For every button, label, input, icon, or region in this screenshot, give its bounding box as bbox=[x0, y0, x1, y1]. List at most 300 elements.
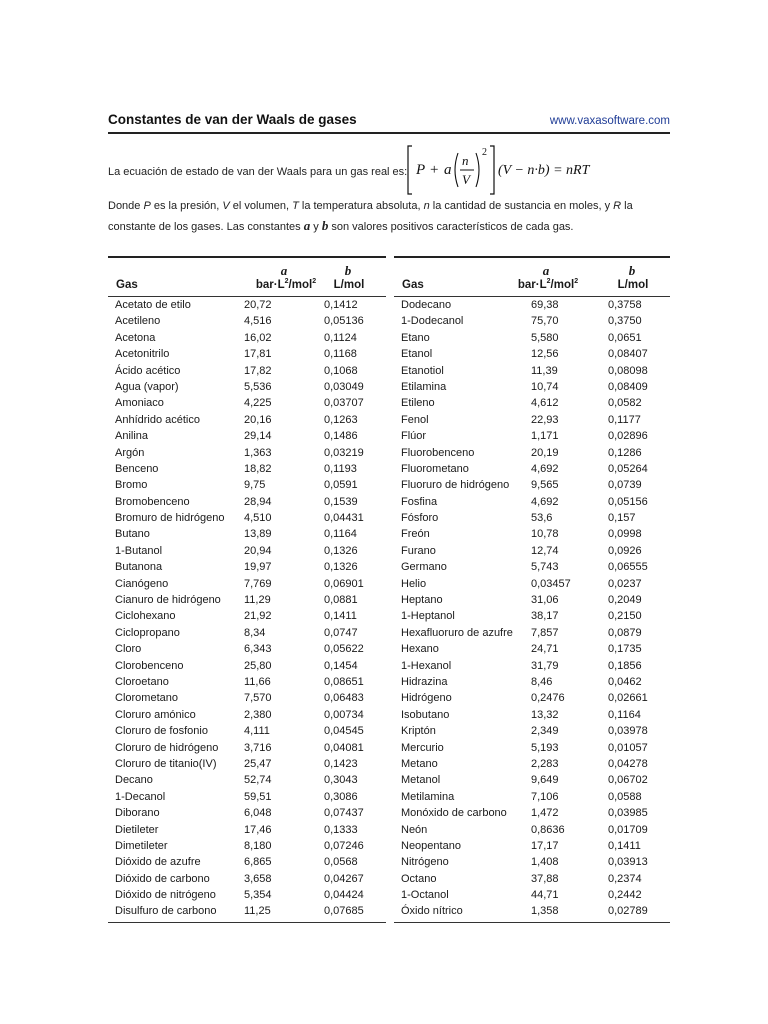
table-row bbox=[394, 822, 670, 838]
table-top-rule bbox=[108, 256, 386, 258]
b-value-cell: 0,01709 bbox=[608, 823, 648, 836]
a-value-cell: 7,106 bbox=[531, 790, 559, 803]
b-value-cell: 0,0881 bbox=[324, 594, 358, 607]
a-value-cell: 5,743 bbox=[531, 561, 559, 574]
gas-name-cell: Neón bbox=[401, 823, 428, 836]
a-value-cell: 31,06 bbox=[531, 594, 559, 607]
table-row bbox=[108, 789, 386, 805]
table-row bbox=[394, 379, 670, 395]
b-value-cell: 0,2150 bbox=[608, 610, 642, 623]
gas-name-cell: Etileno bbox=[401, 397, 435, 410]
table-row bbox=[394, 772, 670, 788]
table-row bbox=[108, 297, 386, 313]
title-rule bbox=[108, 132, 670, 134]
table-row bbox=[394, 903, 670, 919]
page-title: Constantes de van der Waals de gases bbox=[108, 112, 357, 127]
table-row bbox=[394, 346, 670, 362]
a-value-cell: 9,75 bbox=[244, 479, 266, 492]
gas-name-cell: Agua (vapor) bbox=[115, 380, 179, 393]
header-b-unit: L/mol bbox=[617, 279, 649, 291]
gas-name-cell: Acetonitrilo bbox=[115, 348, 170, 361]
table-row bbox=[394, 297, 670, 313]
gas-name-cell: Dimetileter bbox=[115, 839, 168, 852]
gas-name-cell: Nitrógeno bbox=[401, 856, 449, 869]
gas-name-cell: Fluorometano bbox=[401, 462, 469, 475]
gas-name-cell: Heptano bbox=[401, 594, 443, 607]
a-value-cell: 5,193 bbox=[531, 741, 559, 754]
header-b-unit: L/mol bbox=[333, 279, 365, 291]
gas-name-cell: Cianógeno bbox=[115, 577, 169, 590]
a-value-cell: 4,225 bbox=[244, 397, 272, 410]
table-row bbox=[108, 592, 386, 608]
a-value-cell: 0,2476 bbox=[531, 692, 565, 705]
b-value-cell: 0,1193 bbox=[324, 462, 357, 475]
table-header bbox=[394, 262, 670, 297]
website-link[interactable]: www.vaxasoftware.com bbox=[549, 115, 670, 127]
gas-name-cell: Bromuro de hidrógeno bbox=[115, 512, 225, 525]
b-value-cell: 0,0879 bbox=[608, 626, 642, 639]
table-row bbox=[108, 690, 386, 706]
a-value-cell: 28,94 bbox=[244, 495, 272, 508]
table-row bbox=[394, 592, 670, 608]
table-row bbox=[394, 510, 670, 526]
a-value-cell: 12,56 bbox=[531, 348, 559, 361]
b-value-cell: 0,02789 bbox=[608, 905, 648, 918]
table-body-right bbox=[394, 297, 670, 920]
b-value-cell: 0,1412 bbox=[324, 299, 358, 311]
a-value-cell: 1,408 bbox=[531, 856, 559, 869]
table-bottom-rule bbox=[108, 922, 386, 923]
gas-name-cell: Monóxido de carbono bbox=[401, 807, 507, 820]
gas-name-cell: Diborano bbox=[115, 807, 160, 820]
table-bottom-rule bbox=[394, 922, 670, 923]
gas-name-cell: Etano bbox=[401, 331, 430, 344]
b-value-cell: 0,03219 bbox=[324, 446, 364, 459]
b-value-cell: 0,03913 bbox=[608, 856, 648, 869]
gas-name-cell: Butanona bbox=[115, 561, 163, 574]
b-value-cell: 0,1326 bbox=[324, 544, 358, 557]
gas-name-cell: Freón bbox=[401, 528, 430, 541]
b-value-cell: 0,3086 bbox=[324, 790, 358, 803]
a-value-cell: 10,74 bbox=[531, 380, 559, 393]
table-row bbox=[108, 346, 386, 362]
header-a-symbol: a bbox=[280, 263, 288, 278]
a-value-cell: 0,03457 bbox=[531, 577, 571, 590]
table-row bbox=[394, 428, 670, 444]
header-a-symbol: a bbox=[542, 263, 550, 278]
gas-name-cell: Hidrógeno bbox=[401, 692, 452, 705]
gas-name-cell: Fluorobenceno bbox=[401, 446, 475, 459]
a-value-cell: 25,47 bbox=[244, 757, 272, 770]
table-row bbox=[394, 756, 670, 772]
table-body-left bbox=[108, 297, 386, 920]
a-value-cell: 20,19 bbox=[531, 446, 559, 459]
a-value-cell: 4,692 bbox=[531, 462, 559, 475]
formula-p: P bbox=[416, 162, 426, 178]
b-value-cell: 0,1263 bbox=[324, 413, 358, 426]
b-value-cell: 0,2442 bbox=[608, 889, 642, 902]
equation-intro: La ecuación de estado de van der Waals para un gas real es: bbox=[108, 166, 408, 178]
a-value-cell: 17,46 bbox=[244, 823, 272, 836]
a-value-cell: 24,71 bbox=[531, 643, 559, 656]
table-row bbox=[108, 658, 386, 674]
table-row bbox=[108, 740, 386, 756]
gas-name-cell: Hexafluoruro de azufre bbox=[401, 626, 513, 639]
a-value-cell: 4,510 bbox=[244, 512, 272, 525]
a-value-cell: 37,88 bbox=[531, 872, 559, 885]
gas-name-cell: Octano bbox=[401, 872, 437, 885]
b-value-cell: 0,0582 bbox=[608, 397, 642, 410]
table-row bbox=[394, 330, 670, 346]
b-value-cell: 0,04267 bbox=[324, 872, 364, 885]
gas-name-cell: Fenol bbox=[401, 413, 429, 426]
a-value-cell: 17,81 bbox=[244, 348, 272, 361]
header-b-symbol: b bbox=[628, 263, 636, 278]
b-value-cell: 0,03978 bbox=[608, 725, 648, 738]
table-row bbox=[108, 379, 386, 395]
a-value-cell: 20,72 bbox=[244, 299, 272, 311]
b-value-cell: 0,1539 bbox=[324, 495, 358, 508]
table-row bbox=[394, 887, 670, 903]
table-row bbox=[394, 494, 670, 510]
gas-name-cell: Cloruro de titanio(IV) bbox=[115, 757, 217, 770]
b-value-cell: 0,0651 bbox=[608, 331, 642, 344]
table-row bbox=[108, 494, 386, 510]
b-value-cell: 0,1068 bbox=[324, 364, 358, 377]
gas-name-cell: Ciclohexano bbox=[115, 610, 176, 623]
gas-name-cell: Benceno bbox=[115, 462, 159, 475]
a-value-cell: 4,692 bbox=[531, 495, 559, 508]
gas-name-cell: Dióxido de nitrógeno bbox=[115, 889, 216, 902]
gas-name-cell: Flúor bbox=[401, 430, 427, 443]
gas-name-cell: Mercurio bbox=[401, 741, 444, 754]
table-row bbox=[108, 526, 386, 542]
table-row bbox=[394, 526, 670, 542]
b-value-cell: 0,04278 bbox=[608, 757, 648, 770]
b-value-cell: 0,08409 bbox=[608, 380, 648, 393]
gas-name-cell: Disulfuro de carbono bbox=[115, 905, 217, 918]
table-row bbox=[394, 461, 670, 477]
a-value-cell: 22,93 bbox=[531, 413, 559, 426]
table-row bbox=[108, 412, 386, 428]
a-value-cell: 25,80 bbox=[244, 659, 272, 672]
b-value-cell: 0,2049 bbox=[608, 594, 642, 607]
table-header bbox=[108, 262, 386, 297]
a-value-cell: 4,516 bbox=[244, 315, 272, 328]
b-value-cell: 0,06483 bbox=[324, 692, 364, 705]
b-value-cell: 0,05156 bbox=[608, 495, 648, 508]
table-row bbox=[108, 395, 386, 411]
table-row bbox=[108, 461, 386, 477]
a-value-cell: 29,14 bbox=[244, 430, 272, 443]
a-value-cell: 5,536 bbox=[244, 380, 272, 393]
b-value-cell: 0,0747 bbox=[324, 626, 358, 639]
table-row bbox=[108, 313, 386, 329]
b-value-cell: 0,3758 bbox=[608, 299, 642, 311]
b-value-cell: 0,04081 bbox=[324, 741, 364, 754]
b-value-cell: 0,05136 bbox=[324, 315, 364, 328]
b-value-cell: 0,0998 bbox=[608, 528, 642, 541]
a-value-cell: 20,94 bbox=[244, 544, 272, 557]
a-value-cell: 4,111 bbox=[244, 725, 270, 738]
b-value-cell: 0,157 bbox=[608, 512, 636, 525]
gas-name-cell: Amoniaco bbox=[115, 397, 164, 410]
b-value-cell: 0,1286 bbox=[608, 446, 642, 459]
a-value-cell: 17,17 bbox=[531, 839, 559, 852]
header-a-unit: $bar\cdot L^2/mol^2$ bbox=[255, 278, 317, 291]
table-row bbox=[394, 477, 670, 493]
gas-name-cell: Fosfina bbox=[401, 495, 438, 508]
gas-name-cell: Bromo bbox=[115, 479, 148, 492]
b-value-cell: 0,07685 bbox=[324, 905, 364, 918]
b-value-cell: 0,1423 bbox=[324, 757, 358, 770]
table-row bbox=[394, 559, 670, 575]
gas-name-cell: Etanotiol bbox=[401, 364, 444, 377]
table-row bbox=[108, 363, 386, 379]
a-value-cell: 12,74 bbox=[531, 544, 559, 557]
a-value-cell: 7,570 bbox=[244, 692, 272, 705]
table-row bbox=[394, 838, 670, 854]
a-value-cell: 38,17 bbox=[531, 610, 559, 623]
b-value-cell: 0,04431 bbox=[324, 512, 364, 525]
constants-table-left bbox=[108, 260, 386, 923]
b-value-cell: 0,08407 bbox=[608, 348, 648, 361]
gas-name-cell: Decano bbox=[115, 774, 153, 787]
b-value-cell: 0,03707 bbox=[324, 397, 364, 410]
table-row bbox=[394, 395, 670, 411]
a-value-cell: 18,82 bbox=[244, 462, 272, 475]
a-value-cell: 2,283 bbox=[531, 757, 559, 770]
a-value-cell: 1,171 bbox=[531, 430, 559, 443]
table-row bbox=[108, 822, 386, 838]
gas-name-cell: 1-Dodecanol bbox=[401, 315, 464, 328]
a-value-cell: 8,180 bbox=[244, 839, 272, 852]
gas-name-cell: Germano bbox=[401, 561, 447, 574]
gas-name-cell: Metanol bbox=[401, 774, 441, 787]
table-top-rule bbox=[394, 256, 670, 258]
table-row bbox=[108, 887, 386, 903]
table-row bbox=[394, 674, 670, 690]
gas-name-cell: Kriptón bbox=[401, 725, 436, 738]
table-row bbox=[108, 756, 386, 772]
b-value-cell: 0,1168 bbox=[324, 348, 357, 361]
b-value-cell: 0,04424 bbox=[324, 889, 364, 902]
header-a-unit: $bar\cdot L^2/mol^2$ bbox=[517, 278, 579, 291]
table-row bbox=[394, 641, 670, 657]
header-gas: Gas bbox=[116, 279, 138, 291]
formula-exponent: 2 bbox=[482, 147, 487, 158]
formula-n: n bbox=[462, 153, 469, 168]
a-value-cell: 5,580 bbox=[531, 331, 559, 344]
table-row bbox=[108, 707, 386, 723]
a-value-cell: 11,25 bbox=[244, 905, 271, 918]
b-value-cell: 0,01057 bbox=[608, 741, 648, 754]
table-row bbox=[394, 576, 670, 592]
a-value-cell: 17,82 bbox=[244, 364, 272, 377]
b-value-cell: 0,05622 bbox=[324, 643, 364, 656]
table-row bbox=[108, 330, 386, 346]
gas-name-cell: Hexano bbox=[401, 643, 439, 656]
gas-name-cell: Dodecano bbox=[401, 299, 452, 311]
b-value-cell: 0,06702 bbox=[608, 774, 648, 787]
gas-name-cell: Acetato de etilo bbox=[115, 299, 191, 311]
b-value-cell: 0,1856 bbox=[608, 659, 642, 672]
a-value-cell: 44,71 bbox=[531, 889, 559, 902]
van-der-waals-formula bbox=[406, 143, 606, 197]
b-value-cell: 0,02661 bbox=[608, 692, 648, 705]
a-value-cell: 16,02 bbox=[244, 331, 272, 344]
table-row bbox=[394, 363, 670, 379]
b-value-cell: 0,1164 bbox=[324, 528, 357, 541]
gas-name-cell: Furano bbox=[401, 544, 436, 557]
a-value-cell: 20,16 bbox=[244, 413, 272, 426]
a-value-cell: 8,34 bbox=[244, 626, 266, 639]
b-value-cell: 0,2374 bbox=[608, 872, 642, 885]
gas-name-cell: 1-Decanol bbox=[115, 790, 166, 803]
a-value-cell: 59,51 bbox=[244, 790, 272, 803]
table-row bbox=[108, 772, 386, 788]
a-value-cell: 1,363 bbox=[244, 446, 272, 459]
gas-name-cell: Cloro bbox=[115, 643, 142, 656]
description-line-1: Donde P es la presión, V el volumen, T la temperatura absoluta, n la cantidad de sustancia en moles, y R la bbox=[108, 200, 633, 212]
a-value-cell: 10,78 bbox=[531, 528, 559, 541]
a-value-cell: 7,769 bbox=[244, 577, 272, 590]
a-value-cell: 8,46 bbox=[531, 675, 553, 688]
a-value-cell: 9,565 bbox=[531, 479, 559, 492]
a-value-cell: 6,865 bbox=[244, 856, 272, 869]
a-value-cell: 21,92 bbox=[244, 610, 272, 623]
table-row bbox=[394, 690, 670, 706]
b-value-cell: 0,1326 bbox=[324, 561, 358, 574]
table-row bbox=[108, 559, 386, 575]
b-value-cell: 0,08651 bbox=[324, 675, 364, 688]
a-value-cell: 75,70 bbox=[531, 315, 559, 328]
b-value-cell: 0,1333 bbox=[324, 823, 358, 836]
a-value-cell: 11,29 bbox=[244, 594, 271, 607]
b-value-cell: 0,1486 bbox=[324, 430, 358, 443]
gas-name-cell: Helio bbox=[401, 577, 427, 590]
a-value-cell: 4,612 bbox=[531, 397, 559, 410]
gas-name-cell: Hidrazina bbox=[401, 675, 448, 688]
table-row bbox=[394, 707, 670, 723]
table-row bbox=[394, 543, 670, 559]
b-value-cell: 0,05264 bbox=[608, 462, 648, 475]
gas-name-cell: Anilina bbox=[115, 430, 149, 443]
b-value-cell: 0,03985 bbox=[608, 807, 648, 820]
gas-name-cell: Cloruro amónico bbox=[115, 708, 196, 721]
table-row bbox=[108, 477, 386, 493]
b-value-cell: 0,1411 bbox=[324, 610, 357, 623]
a-value-cell: 11,66 bbox=[244, 675, 271, 688]
table-row bbox=[108, 543, 386, 559]
table-row bbox=[108, 608, 386, 624]
table-row bbox=[394, 805, 670, 821]
a-value-cell: 13,89 bbox=[244, 528, 272, 541]
gas-name-cell: Metilamina bbox=[401, 790, 455, 803]
gas-name-cell: Óxido nítrico bbox=[401, 905, 463, 918]
table-row bbox=[108, 625, 386, 641]
a-value-cell: 6,343 bbox=[244, 643, 272, 656]
b-value-cell: 0,1454 bbox=[324, 659, 358, 672]
gas-name-cell: Anhídrido acético bbox=[115, 413, 200, 426]
a-value-cell: 13,32 bbox=[531, 708, 559, 721]
description-line-2: constante de los gases. Las constantes a y b son valores positivos característicos de cada gas. bbox=[108, 218, 574, 233]
gas-name-cell: Dióxido de carbono bbox=[115, 872, 210, 885]
gas-name-cell: Fluoruro de hidrógeno bbox=[401, 479, 510, 492]
b-value-cell: 0,1124 bbox=[324, 331, 357, 344]
gas-name-cell: 1-Heptanol bbox=[401, 610, 455, 623]
b-value-cell: 0,1411 bbox=[608, 839, 641, 852]
a-value-cell: 52,74 bbox=[244, 774, 272, 787]
gas-name-cell: Butano bbox=[115, 528, 150, 541]
a-value-cell: 53,6 bbox=[531, 512, 553, 525]
gas-name-cell: Clorobenceno bbox=[115, 659, 184, 672]
b-value-cell: 0,0462 bbox=[608, 675, 642, 688]
gas-name-cell: Etilamina bbox=[401, 380, 447, 393]
table-row bbox=[394, 412, 670, 428]
gas-name-cell: Clorometano bbox=[115, 692, 178, 705]
table-row bbox=[394, 608, 670, 624]
a-value-cell: 3,658 bbox=[244, 872, 272, 885]
table-row bbox=[394, 871, 670, 887]
table-row bbox=[108, 871, 386, 887]
b-value-cell: 0,3043 bbox=[324, 774, 358, 787]
b-value-cell: 0,03049 bbox=[324, 380, 364, 393]
table-row bbox=[108, 903, 386, 919]
table-row bbox=[394, 658, 670, 674]
b-value-cell: 0,08098 bbox=[608, 364, 648, 377]
gas-name-cell: Etanol bbox=[401, 348, 433, 361]
table-row bbox=[108, 674, 386, 690]
b-value-cell: 0,0591 bbox=[324, 479, 358, 492]
gas-name-cell: Dióxido de azufre bbox=[115, 856, 201, 869]
table-row bbox=[394, 723, 670, 739]
a-value-cell: 9,649 bbox=[531, 774, 559, 787]
table-row bbox=[108, 576, 386, 592]
gas-name-cell: Ciclopropano bbox=[115, 626, 180, 639]
table-row bbox=[394, 789, 670, 805]
a-value-cell: 0,8636 bbox=[531, 823, 565, 836]
gas-name-cell: 1-Hexanol bbox=[401, 659, 452, 672]
formula-rest: (V − n·b) = nRT bbox=[498, 163, 590, 178]
gas-name-cell: Ácido acético bbox=[115, 364, 181, 377]
table-row bbox=[108, 445, 386, 461]
a-value-cell: 2,380 bbox=[244, 708, 272, 721]
b-value-cell: 0,06555 bbox=[608, 561, 648, 574]
b-value-cell: 0,1177 bbox=[608, 413, 641, 426]
description bbox=[108, 197, 672, 237]
formula-plus: + bbox=[430, 162, 439, 178]
b-value-cell: 0,0237 bbox=[608, 577, 642, 590]
b-value-cell: 0,0588 bbox=[608, 790, 642, 803]
b-value-cell: 0,07437 bbox=[324, 807, 364, 820]
a-value-cell: 69,38 bbox=[531, 299, 559, 311]
formula-v: V bbox=[462, 172, 470, 187]
formula-a: a bbox=[444, 162, 452, 178]
b-value-cell: 0,06901 bbox=[324, 577, 364, 590]
gas-name-cell: Dietileter bbox=[115, 823, 159, 836]
gas-name-cell: 1-Butanol bbox=[115, 544, 163, 557]
a-value-cell: 3,716 bbox=[244, 741, 272, 754]
b-value-cell: 0,0568 bbox=[324, 856, 358, 869]
gas-name-cell: Metano bbox=[401, 757, 438, 770]
b-value-cell: 0,1164 bbox=[608, 708, 641, 721]
table-row bbox=[108, 838, 386, 854]
gas-name-cell: Isobutano bbox=[401, 708, 450, 721]
gas-name-cell: Neopentano bbox=[401, 839, 461, 852]
table-row bbox=[108, 428, 386, 444]
b-value-cell: 0,04545 bbox=[324, 725, 364, 738]
